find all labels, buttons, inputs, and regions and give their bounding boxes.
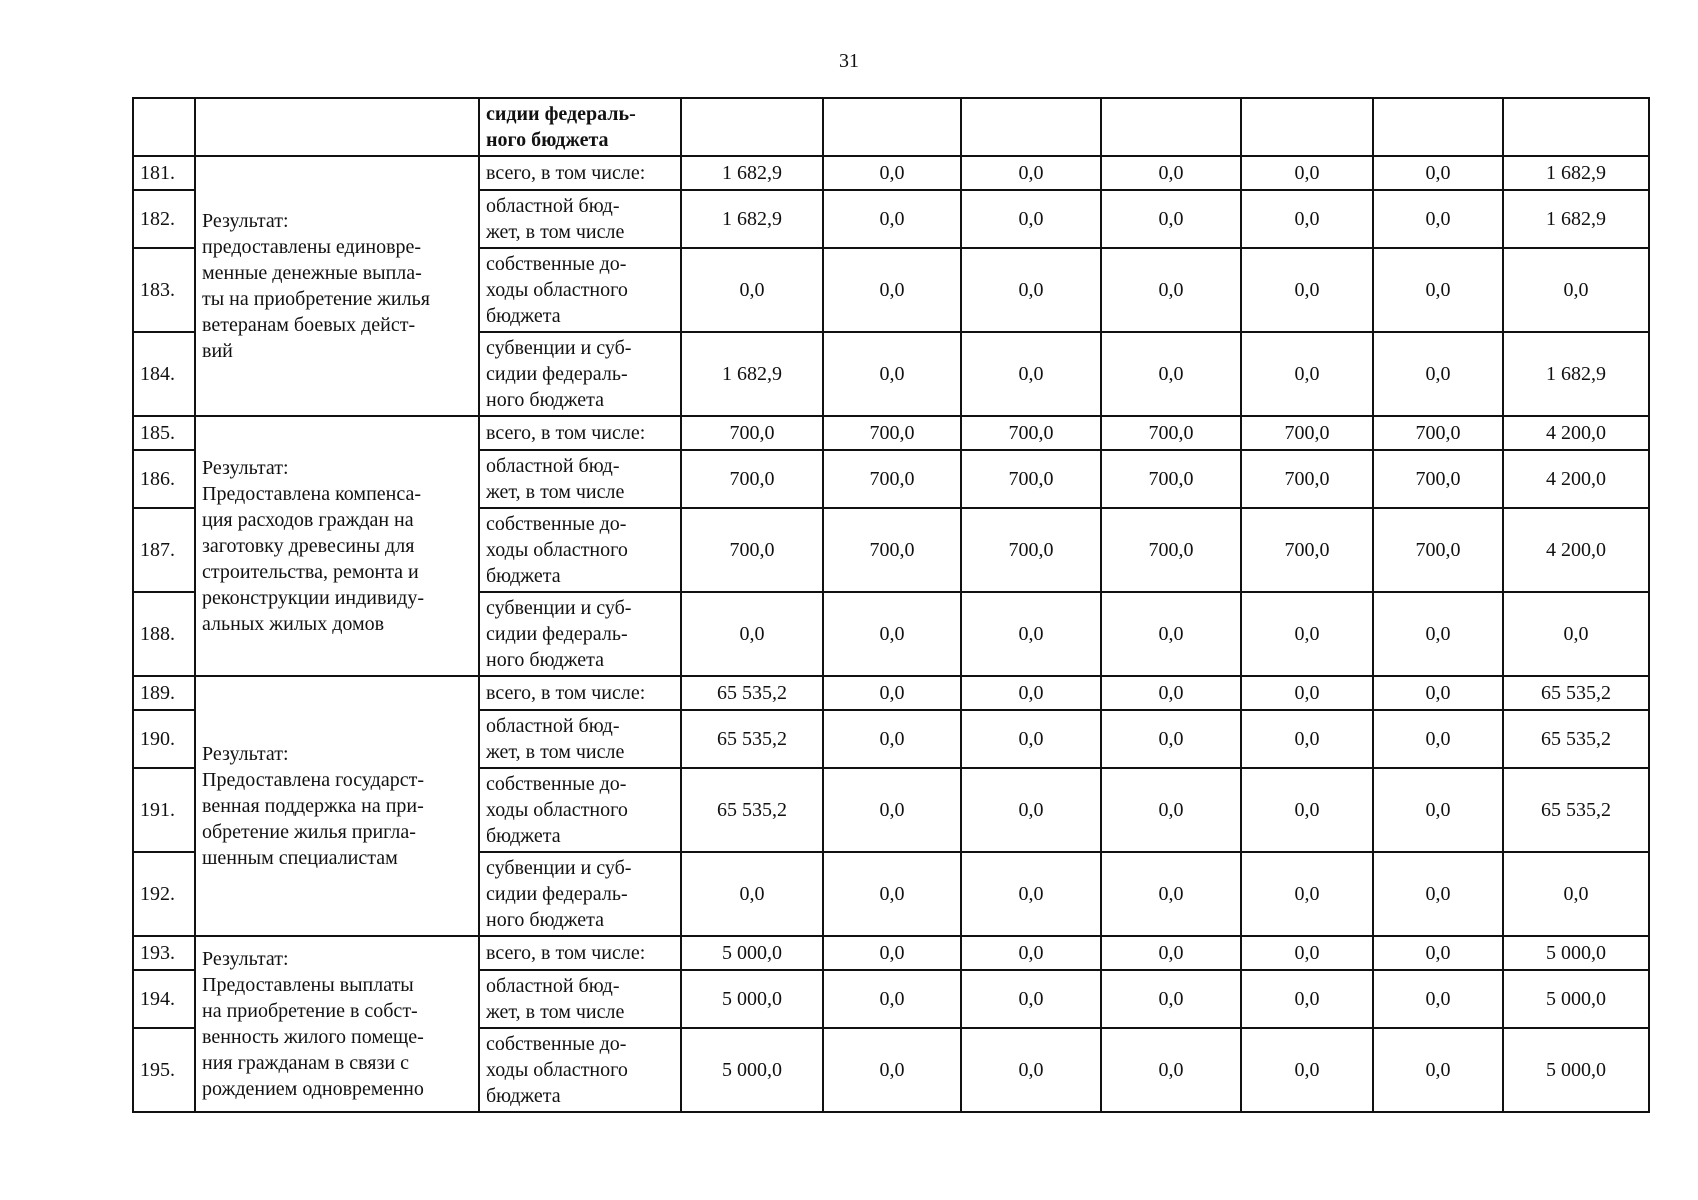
row-number: 195. xyxy=(133,1028,195,1112)
value-cell: 0,0 xyxy=(961,1028,1101,1112)
category-cell xyxy=(479,416,681,450)
value-cell: 0,0 xyxy=(823,248,961,332)
category-text: собственные до- ходы областного бюджета xyxy=(486,773,628,847)
category-cell xyxy=(479,592,681,676)
value-cell: 65 535,2 xyxy=(1503,710,1649,768)
table-body xyxy=(133,98,1649,1112)
value-cell: 700,0 xyxy=(1241,416,1373,450)
category-cell xyxy=(479,768,681,852)
value-cell: 5 000,0 xyxy=(1503,1028,1649,1112)
table-row xyxy=(133,156,1649,190)
value-cell: 0,0 xyxy=(1373,970,1503,1028)
value-cell: 1 682,9 xyxy=(681,190,823,248)
value-cell: 0,0 xyxy=(961,190,1101,248)
value-cell: 0,0 xyxy=(961,970,1101,1028)
category-cell xyxy=(479,936,681,970)
result-cell xyxy=(195,416,479,676)
value-cell: 0,0 xyxy=(961,248,1101,332)
category-text: областной бюд- жет, в том числе xyxy=(486,715,625,763)
value-cell: 1 682,9 xyxy=(1503,332,1649,416)
value-cell: 0,0 xyxy=(961,936,1101,970)
value-cell: 700,0 xyxy=(823,416,961,450)
value-cell: 0,0 xyxy=(961,332,1101,416)
row-number: 190. xyxy=(133,710,195,768)
category-cell xyxy=(479,248,681,332)
value-cell: 65 535,2 xyxy=(681,676,823,710)
value-cell: 0,0 xyxy=(823,190,961,248)
value-cell: 0,0 xyxy=(1101,676,1241,710)
value-cell: 5 000,0 xyxy=(1503,970,1649,1028)
value-cell: 0,0 xyxy=(1373,676,1503,710)
value-cell: 700,0 xyxy=(1101,450,1241,508)
value-cell: 0,0 xyxy=(1101,248,1241,332)
value-cell: 700,0 xyxy=(961,416,1101,450)
row-number: 186. xyxy=(133,450,195,508)
value-cell: 0,0 xyxy=(1373,852,1503,936)
value-cell: 5 000,0 xyxy=(681,936,823,970)
table-row xyxy=(133,416,1649,450)
value-cell: 0,0 xyxy=(1241,768,1373,852)
value-cell-empty xyxy=(681,98,823,156)
category-cell xyxy=(479,676,681,710)
value-cell: 0,0 xyxy=(1373,710,1503,768)
row-number: 187. xyxy=(133,508,195,592)
category-cell xyxy=(479,852,681,936)
category-text: собственные до- ходы областного бюджета xyxy=(486,253,628,327)
value-cell: 0,0 xyxy=(681,852,823,936)
value-cell: 0,0 xyxy=(961,768,1101,852)
value-cell: 65 535,2 xyxy=(681,710,823,768)
category-text: собственные до- ходы областного бюджета xyxy=(486,513,628,587)
value-cell: 700,0 xyxy=(823,450,961,508)
value-cell: 700,0 xyxy=(823,508,961,592)
value-cell: 0,0 xyxy=(1373,248,1503,332)
value-cell: 700,0 xyxy=(1373,508,1503,592)
value-cell: 0,0 xyxy=(823,1028,961,1112)
category-cell xyxy=(479,450,681,508)
row-number: 183. xyxy=(133,248,195,332)
value-cell: 700,0 xyxy=(1101,508,1241,592)
result-text: предоставлены единовре- менные денежные выпла- ты на приобретение жилья ветеранам боевых дейст- вий xyxy=(202,236,430,362)
result-label: Результат: xyxy=(202,743,289,765)
value-cell: 0,0 xyxy=(1241,190,1373,248)
category-text: областной бюд- жет, в том числе xyxy=(486,975,625,1023)
value-cell: 0,0 xyxy=(823,710,961,768)
result-cell xyxy=(195,156,479,416)
value-cell: 0,0 xyxy=(1101,332,1241,416)
result-cell xyxy=(195,936,479,1112)
value-cell: 1 682,9 xyxy=(1503,190,1649,248)
value-cell: 1 682,9 xyxy=(1503,156,1649,190)
value-cell: 0,0 xyxy=(823,852,961,936)
category-text: областной бюд- жет, в том числе xyxy=(486,455,625,503)
value-cell: 1 682,9 xyxy=(681,332,823,416)
value-cell-empty xyxy=(1503,98,1649,156)
value-cell: 0,0 xyxy=(1241,592,1373,676)
value-cell: 0,0 xyxy=(1503,592,1649,676)
value-cell: 4 200,0 xyxy=(1503,416,1649,450)
result-label: Результат: xyxy=(202,210,289,232)
page-number: 31 xyxy=(839,50,859,72)
value-cell: 5 000,0 xyxy=(1503,936,1649,970)
value-cell: 0,0 xyxy=(961,156,1101,190)
value-cell: 0,0 xyxy=(961,676,1101,710)
value-cell: 700,0 xyxy=(1101,416,1241,450)
category-cell xyxy=(479,156,681,190)
value-cell: 700,0 xyxy=(681,450,823,508)
value-cell: 700,0 xyxy=(1241,450,1373,508)
category-cell xyxy=(479,98,681,156)
value-cell: 0,0 xyxy=(823,592,961,676)
category-text: всего, в том числе: xyxy=(486,682,646,704)
category-text: сидии федераль- ного бюджета xyxy=(486,103,636,151)
value-cell: 0,0 xyxy=(1241,248,1373,332)
value-cell: 0,0 xyxy=(1101,852,1241,936)
category-text: субвенции и суб- сидии федераль- ного бюджета xyxy=(486,337,632,411)
value-cell: 0,0 xyxy=(1373,1028,1503,1112)
value-cell: 0,0 xyxy=(1503,248,1649,332)
value-cell-empty xyxy=(961,98,1101,156)
row-number: 184. xyxy=(133,332,195,416)
value-cell-empty xyxy=(1373,98,1503,156)
category-cell xyxy=(479,332,681,416)
value-cell: 700,0 xyxy=(961,508,1101,592)
category-text: субвенции и суб- сидии федераль- ного бюджета xyxy=(486,597,632,671)
value-cell: 65 535,2 xyxy=(1503,768,1649,852)
value-cell: 0,0 xyxy=(1241,936,1373,970)
value-cell: 0,0 xyxy=(1241,676,1373,710)
value-cell: 0,0 xyxy=(961,592,1101,676)
value-cell: 5 000,0 xyxy=(681,1028,823,1112)
value-cell: 0,0 xyxy=(1101,156,1241,190)
table-row-continuation xyxy=(133,98,1649,156)
value-cell: 0,0 xyxy=(1373,332,1503,416)
result-cell-empty xyxy=(195,98,479,156)
value-cell: 0,0 xyxy=(823,676,961,710)
value-cell: 700,0 xyxy=(1241,508,1373,592)
budget-table xyxy=(132,97,1650,1113)
value-cell: 0,0 xyxy=(823,768,961,852)
result-text: Предоставлены выплаты на приобретение в собст- венность жилого помеще- ния гражданам в связи с рождением одновременно xyxy=(202,974,424,1100)
value-cell: 4 200,0 xyxy=(1503,508,1649,592)
value-cell-empty xyxy=(823,98,961,156)
value-cell: 0,0 xyxy=(961,710,1101,768)
value-cell: 5 000,0 xyxy=(681,970,823,1028)
category-text: всего, в том числе: xyxy=(486,422,646,444)
value-cell: 0,0 xyxy=(1101,970,1241,1028)
category-cell xyxy=(479,508,681,592)
value-cell: 1 682,9 xyxy=(681,156,823,190)
value-cell-empty xyxy=(1101,98,1241,156)
value-cell: 0,0 xyxy=(1373,156,1503,190)
value-cell: 0,0 xyxy=(1241,156,1373,190)
value-cell: 0,0 xyxy=(1101,936,1241,970)
value-cell: 0,0 xyxy=(1373,190,1503,248)
row-number: 182. xyxy=(133,190,195,248)
value-cell: 0,0 xyxy=(681,592,823,676)
value-cell: 0,0 xyxy=(1101,190,1241,248)
category-text: всего, в том числе: xyxy=(486,162,646,184)
value-cell: 0,0 xyxy=(681,248,823,332)
row-number: 189. xyxy=(133,676,195,710)
value-cell: 0,0 xyxy=(823,332,961,416)
value-cell: 0,0 xyxy=(1241,332,1373,416)
value-cell: 700,0 xyxy=(961,450,1101,508)
value-cell: 0,0 xyxy=(1241,710,1373,768)
value-cell: 0,0 xyxy=(823,156,961,190)
category-text: собственные до- ходы областного бюджета xyxy=(486,1033,628,1107)
row-number: 193. xyxy=(133,936,195,970)
value-cell: 65 535,2 xyxy=(681,768,823,852)
category-cell xyxy=(479,970,681,1028)
category-text: субвенции и суб- сидии федераль- ного бюджета xyxy=(486,857,632,931)
result-label: Результат: xyxy=(202,948,289,970)
row-number: 191. xyxy=(133,768,195,852)
value-cell-empty xyxy=(1241,98,1373,156)
row-number: 188. xyxy=(133,592,195,676)
row-number: 181. xyxy=(133,156,195,190)
category-cell xyxy=(479,1028,681,1112)
value-cell: 700,0 xyxy=(681,416,823,450)
table-row xyxy=(133,936,1649,970)
result-label: Результат: xyxy=(202,457,289,479)
value-cell: 0,0 xyxy=(1241,852,1373,936)
value-cell: 0,0 xyxy=(1373,768,1503,852)
table-row xyxy=(133,676,1649,710)
result-text: Предоставлена государст- венная поддержка на при- обретение жилья пригла- шенным специалистам xyxy=(202,769,424,869)
row-number: 194. xyxy=(133,970,195,1028)
value-cell: 0,0 xyxy=(823,936,961,970)
value-cell: 0,0 xyxy=(1241,1028,1373,1112)
result-cell xyxy=(195,676,479,936)
category-cell xyxy=(479,710,681,768)
num-cell-empty xyxy=(133,98,195,156)
value-cell: 0,0 xyxy=(1503,852,1649,936)
value-cell: 0,0 xyxy=(1101,592,1241,676)
value-cell: 0,0 xyxy=(1373,592,1503,676)
result-text: Предоставлена компенса- ция расходов граждан на заготовку древесины для строительства, ремонта и реконструкции индивиду- альных жилых домов xyxy=(202,483,424,635)
value-cell: 700,0 xyxy=(681,508,823,592)
value-cell: 700,0 xyxy=(1373,416,1503,450)
category-text: областной бюд- жет, в том числе xyxy=(486,195,625,243)
value-cell: 0,0 xyxy=(1101,1028,1241,1112)
value-cell: 0,0 xyxy=(1373,936,1503,970)
value-cell: 65 535,2 xyxy=(1503,676,1649,710)
value-cell: 700,0 xyxy=(1373,450,1503,508)
value-cell: 0,0 xyxy=(1101,710,1241,768)
value-cell: 0,0 xyxy=(1101,768,1241,852)
value-cell: 4 200,0 xyxy=(1503,450,1649,508)
row-number: 185. xyxy=(133,416,195,450)
row-number: 192. xyxy=(133,852,195,936)
category-cell xyxy=(479,190,681,248)
value-cell: 0,0 xyxy=(1241,970,1373,1028)
value-cell: 0,0 xyxy=(823,970,961,1028)
value-cell: 0,0 xyxy=(961,852,1101,936)
category-text: всего, в том числе: xyxy=(486,942,646,964)
